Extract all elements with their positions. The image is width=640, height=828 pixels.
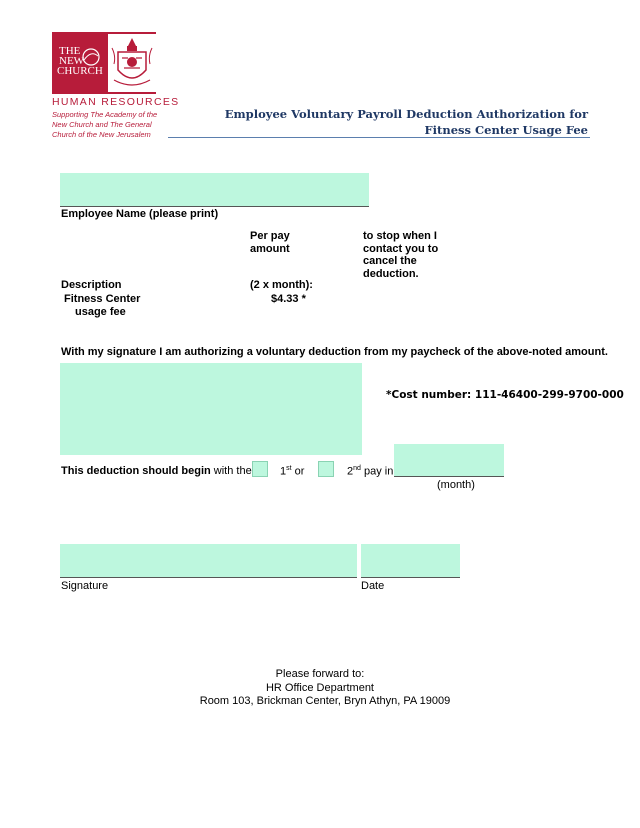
month-underline xyxy=(394,476,504,477)
date-underline xyxy=(361,577,460,578)
forward-address xyxy=(0,668,640,709)
date-label: Date xyxy=(361,580,385,592)
authorization-field[interactable] xyxy=(60,363,362,455)
first-option: 1 xyxy=(280,465,287,478)
item-name xyxy=(64,293,140,319)
tagline xyxy=(52,110,172,140)
logo-line-2: NEW xyxy=(59,55,85,67)
date-field[interactable] xyxy=(361,544,460,577)
pay-in-label: pay in xyxy=(363,465,394,478)
second-option: 2 xyxy=(347,465,354,478)
stop-line: contact you to xyxy=(363,242,439,255)
second-pay-label xyxy=(347,465,393,478)
title-line-1: Employee Voluntary Payroll Deduction Authorization for xyxy=(224,107,588,121)
logo-swirl-icon xyxy=(80,46,102,68)
logo-line-1: THE xyxy=(59,45,81,57)
or-label: or xyxy=(294,465,305,478)
stop-line: deduction. xyxy=(363,267,419,280)
form-title xyxy=(225,107,588,138)
signature-label: Signature xyxy=(61,580,109,592)
first-pay-checkbox[interactable] xyxy=(252,461,268,477)
stop-label xyxy=(363,230,438,280)
name-underline xyxy=(60,206,369,207)
description-label: Description xyxy=(61,279,122,291)
employee-name-label: Employee Name (please print) xyxy=(61,208,219,220)
first-sup: st xyxy=(286,465,292,472)
forward-line: Room 103, Brickman Center, Bryn Athyn, PA 19009 xyxy=(199,695,451,707)
signature-underline xyxy=(60,577,357,578)
month-label: (month) xyxy=(437,479,475,491)
forward-line: Please forward to: xyxy=(275,668,365,680)
tagline-line: New Church and The General xyxy=(52,120,152,129)
item-amount: $4.33 * xyxy=(271,293,306,305)
crest-icon xyxy=(108,34,156,92)
title-divider xyxy=(168,137,590,138)
second-sup: nd xyxy=(353,465,361,472)
signature-field[interactable] xyxy=(60,544,357,577)
logo-line-3: CHURCH xyxy=(57,65,103,77)
item-name-line: Fitness Center xyxy=(64,293,141,305)
per-pay-label xyxy=(250,230,290,256)
authorization-statement: With my signature I am authorizing a voluntary deduction from my paycheck of the above-noted amount. xyxy=(61,346,608,358)
first-pay-label xyxy=(280,465,304,478)
forward-line: HR Office Department xyxy=(265,681,374,694)
begin-label xyxy=(61,465,252,477)
department-name: HUMAN RESOURCES xyxy=(52,96,180,108)
second-pay-checkbox[interactable] xyxy=(318,461,334,477)
stop-line: to stop when I xyxy=(363,230,437,242)
begin-label-rest: with the xyxy=(213,465,252,477)
month-field[interactable] xyxy=(394,444,504,476)
tagline-line: Supporting The Academy of the xyxy=(52,110,158,119)
employee-name-field[interactable] xyxy=(60,173,369,206)
frequency-label: (2 x month): xyxy=(250,279,313,291)
per-pay-line: Per pay xyxy=(250,230,290,242)
tagline-line: Church of the New Jerusalem xyxy=(52,130,151,139)
begin-label-bold: This deduction should begin xyxy=(61,465,211,477)
per-pay-line: amount xyxy=(250,243,290,255)
cost-number: *Cost number: 111-46400-299-9700-000 xyxy=(386,389,624,401)
item-name-line: usage fee xyxy=(75,306,126,318)
stop-line: cancel the xyxy=(363,255,417,267)
title-line-2: Fitness Center Usage Fee xyxy=(424,122,588,137)
